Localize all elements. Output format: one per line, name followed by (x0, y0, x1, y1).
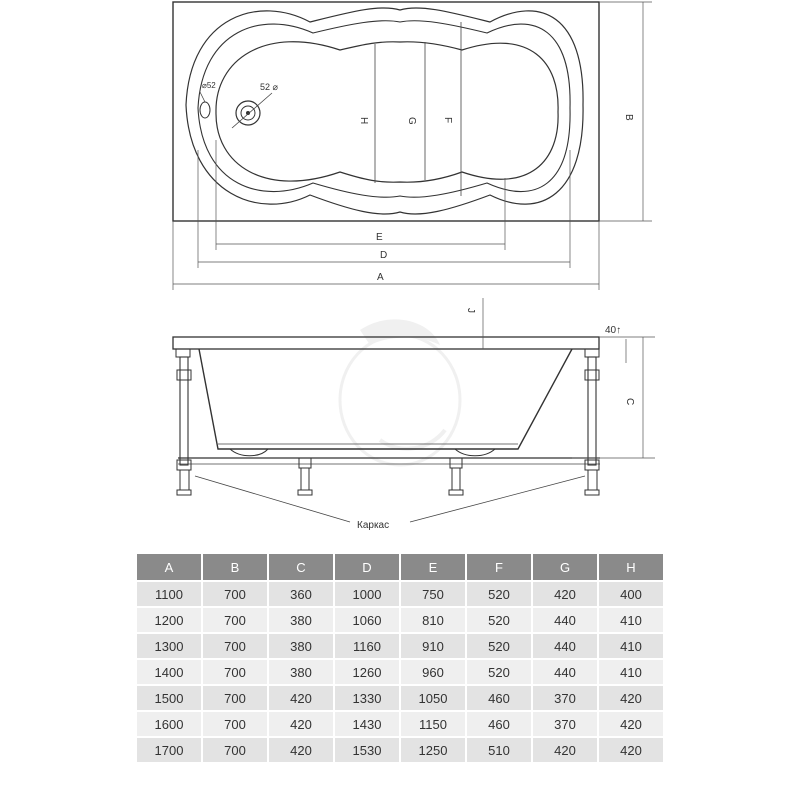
tub-body-profile (199, 349, 572, 449)
table-cell: 420 (269, 712, 333, 736)
header-b: B (203, 554, 267, 580)
table-cell: 960 (401, 660, 465, 684)
header-d: D (335, 554, 399, 580)
table-cell: 440 (533, 608, 597, 632)
table-cell: 440 (533, 634, 597, 658)
table-body (137, 582, 663, 762)
table-cell: 410 (599, 634, 663, 658)
dim-label-b: B (623, 114, 634, 121)
table-cell: 420 (533, 582, 597, 606)
table-cell: 1150 (401, 712, 465, 736)
table-cell: 410 (599, 660, 663, 684)
table-cell: 420 (599, 738, 663, 762)
table-cell: 1050 (401, 686, 465, 710)
table-cell: 460 (467, 712, 531, 736)
table-cell: 1160 (335, 634, 399, 658)
rim-thickness-label: 40↑ (605, 325, 622, 336)
table-cell: 1700 (137, 738, 201, 762)
table-cell: 370 (533, 712, 597, 736)
table-cell: 1200 (137, 608, 201, 632)
header-a: A (137, 554, 201, 580)
table-cell: 1430 (335, 712, 399, 736)
table-cell: 1530 (335, 738, 399, 762)
header-g: G (533, 554, 597, 580)
table-cell: 700 (203, 686, 267, 710)
dim-label-a: A (377, 272, 384, 283)
table-cell: 700 (203, 660, 267, 684)
top-view (173, 2, 652, 290)
table-cell: 370 (533, 686, 597, 710)
frame-leader-left (195, 476, 350, 522)
table-cell: 520 (467, 634, 531, 658)
table-row (137, 712, 663, 736)
overflow-hole-icon (200, 102, 210, 118)
table-row (137, 634, 663, 658)
table-cell: 420 (599, 686, 663, 710)
table-cell: 1060 (335, 608, 399, 632)
table-cell: 700 (203, 634, 267, 658)
table-cell: 360 (269, 582, 333, 606)
table-cell: 700 (203, 582, 267, 606)
side-view (173, 298, 655, 531)
table-cell: 700 (203, 608, 267, 632)
table-row (137, 686, 663, 710)
watermark-logo (340, 319, 460, 465)
table-cell: 380 (269, 660, 333, 684)
table-cell: 910 (401, 634, 465, 658)
frame-leg-right (585, 349, 599, 495)
table-cell: 1000 (335, 582, 399, 606)
tub-basin-contour (216, 42, 558, 182)
table-cell: 700 (203, 712, 267, 736)
frame-leg-middle-left (298, 458, 312, 495)
overflow-leader (200, 92, 205, 102)
drain-label: 52 ⌀ (260, 82, 278, 92)
table-cell: 1300 (137, 634, 201, 658)
dim-label-g: G (406, 117, 417, 125)
dim-label-f: F (442, 117, 453, 124)
header-e: E (401, 554, 465, 580)
table-cell: 1500 (137, 686, 201, 710)
table-cell: 810 (401, 608, 465, 632)
table-cell: 1250 (401, 738, 465, 762)
table-cell: 460 (467, 686, 531, 710)
table-cell: 510 (467, 738, 531, 762)
table-row (137, 608, 663, 632)
dim-label-c: C (624, 398, 635, 406)
table-cell: 1400 (137, 660, 201, 684)
table-cell: 1600 (137, 712, 201, 736)
tub-rim-contour (186, 8, 583, 214)
drain-leader (232, 93, 272, 128)
table-cell: 440 (533, 660, 597, 684)
header-f: F (467, 554, 531, 580)
table-cell: 420 (533, 738, 597, 762)
table-cell: 420 (599, 712, 663, 736)
drain-bump-right (455, 449, 495, 456)
table-cell: 1100 (137, 582, 201, 606)
table-cell: 520 (467, 582, 531, 606)
table-cell: 420 (269, 738, 333, 762)
header-h: H (599, 554, 663, 580)
table-cell: 750 (401, 582, 465, 606)
table-cell: 410 (599, 608, 663, 632)
frame-leg-middle-right (449, 458, 463, 495)
table-row (137, 582, 663, 606)
dim-label-h: H (358, 117, 369, 125)
table-cell: 1330 (335, 686, 399, 710)
frame-label: Каркас (357, 520, 390, 531)
table-row (137, 660, 663, 684)
table-cell: 380 (269, 634, 333, 658)
frame-leader-right (410, 476, 585, 522)
drain-bump-left (230, 449, 268, 456)
frame-leg-left (176, 349, 191, 495)
dimensions-table (135, 552, 665, 764)
table-cell: 400 (599, 582, 663, 606)
table-cell: 380 (269, 608, 333, 632)
table-cell: 700 (203, 738, 267, 762)
overflow-label: ⌀52 (202, 81, 216, 90)
table-cell: 520 (467, 660, 531, 684)
table-cell: 520 (467, 608, 531, 632)
dim-label-e: E (376, 232, 383, 243)
table-cell: 420 (269, 686, 333, 710)
dim-label-j: J (465, 308, 476, 313)
tub-top-outline (173, 2, 599, 221)
table-cell: 1260 (335, 660, 399, 684)
header-c: C (269, 554, 333, 580)
table-row (137, 738, 663, 762)
table-header-row (137, 554, 663, 580)
dim-label-d: D (380, 250, 388, 261)
